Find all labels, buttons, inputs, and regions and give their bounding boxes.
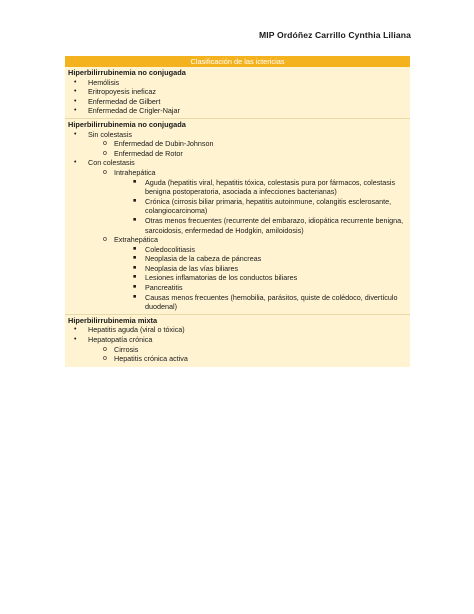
list-item — [68, 87, 407, 97]
circle-marker: o — [103, 149, 107, 157]
sub-list-item — [88, 345, 407, 355]
section-heading: Hiperbilirrubinemia mixta — [68, 315, 158, 325]
circle-marker: o — [103, 168, 107, 176]
table-title: Clasificación de las ictericias — [65, 56, 410, 67]
square-marker: ■ — [133, 284, 137, 291]
bullet-marker: • — [74, 159, 77, 167]
bullet-list — [68, 78, 407, 116]
list-item-text: Lesiones inflamatorias de los conductos biliares — [145, 273, 298, 283]
bullet-marker: • — [74, 336, 77, 344]
bullet-marker: • — [74, 130, 77, 138]
square-marker: ■ — [133, 216, 137, 223]
section-heading: Hiperbilirrubinemia no conjugada — [68, 119, 186, 129]
list-item-text: Extrahepática — [114, 235, 158, 245]
list-item-text: Neoplasia de la cabeza de páncreas — [145, 254, 262, 264]
square-marker: ■ — [133, 293, 137, 300]
list-item-text: Aguda (hepatitis viral, hepatitis tóxica, colestasis pura por fármacos, colestasis benigna postoperatoria, asociada a infecciones bacterianas) — [145, 177, 396, 197]
section-mixta — [65, 314, 410, 367]
sub-sub-list-item — [114, 283, 407, 293]
list-item-text: Enfermedad de Crigler-Najar — [88, 106, 180, 116]
sub-sub-list-item — [114, 245, 407, 255]
sub-sub-list-item — [114, 264, 407, 274]
list-item — [68, 106, 407, 116]
sub-sub-list — [114, 245, 407, 312]
sub-sub-list-item — [114, 293, 407, 312]
list-item-text: Enfermedad de Dubin-Johnson — [114, 139, 214, 149]
square-marker: ■ — [133, 255, 137, 262]
list-item — [68, 97, 407, 107]
square-marker: ■ — [133, 274, 137, 281]
author-name: MIP Ordóñez Carrillo Cynthia Liliana — [259, 30, 411, 40]
list-item — [68, 325, 407, 335]
circle-marker: o — [103, 140, 107, 148]
sub-list — [88, 168, 407, 312]
sub-list-item — [88, 354, 407, 364]
square-marker: ■ — [133, 197, 137, 204]
sub-list-item — [88, 149, 407, 159]
list-item-text: Con colestasis — [88, 158, 135, 168]
list-item-text: Eritropoyesis ineficaz — [88, 87, 156, 97]
list-item-text: Causas menos frecuentes (hemobilia, parásitos, quiste de colédoco, divertículo duodenal) — [145, 292, 398, 312]
bullet-marker: • — [74, 107, 77, 115]
bullet-marker: • — [74, 97, 77, 105]
bullet-marker: • — [74, 88, 77, 96]
list-item-text: Neoplasia de las vías biliares — [145, 263, 239, 273]
square-marker: ■ — [133, 264, 137, 271]
list-item-text: Hepatitis crónica activa — [114, 354, 188, 364]
section-no-conjugada-2 — [65, 118, 410, 314]
section-no-conjugada-1 — [65, 67, 410, 118]
list-item-text: Otras menos frecuentes (recurrente del embarazo, idiopática recurrente benigna, sarcoidosis, enfermedad de Hodgkin, amiloidosis) — [145, 215, 404, 235]
bullet-marker: • — [74, 78, 77, 86]
list-item-text: Hepatitis aguda (viral o tóxica) — [88, 325, 185, 335]
list-item — [68, 130, 407, 159]
circle-marker: o — [103, 345, 107, 353]
sub-sub-list-item — [114, 197, 407, 216]
bullet-marker: • — [74, 326, 77, 334]
section-heading: Hiperbilirrubinemia no conjugada — [68, 68, 186, 77]
list-item-text: Crónica (cirrosis biliar primaria, hepatitis autoinmune, colangitis esclerosante, colangiocarcinoma) — [145, 196, 392, 216]
list-item-text: Hemólisis — [88, 77, 120, 87]
sub-list-item — [88, 235, 407, 312]
list-item-text: Cirrosis — [114, 344, 139, 354]
list-item-text: Hepatopatía crónica — [88, 335, 153, 345]
list-item — [68, 335, 407, 364]
sub-list — [88, 345, 407, 364]
sub-sub-list-item — [114, 216, 407, 235]
sub-list — [88, 139, 407, 158]
square-marker: ■ — [133, 245, 137, 252]
circle-marker: o — [103, 236, 107, 244]
circle-marker: o — [103, 355, 107, 363]
list-item-text: Enfermedad de Gilbert — [88, 96, 161, 106]
list-item — [68, 78, 407, 88]
sub-sub-list-item — [114, 273, 407, 283]
sub-sub-list — [114, 178, 407, 236]
sub-sub-list-item — [114, 178, 407, 197]
ictericia-table — [65, 56, 410, 367]
sub-list-item — [88, 168, 407, 235]
sub-list-item — [88, 139, 407, 149]
list-item — [68, 158, 407, 312]
square-marker: ■ — [133, 178, 137, 185]
list-item-text: Intrahepática — [114, 167, 156, 177]
sub-sub-list-item — [114, 254, 407, 264]
list-item-text: Pancreatitis — [145, 283, 183, 293]
bullet-list — [68, 325, 407, 363]
list-item-text: Coledocolitiasis — [145, 244, 195, 254]
list-item-text: Enfermedad de Rotor — [114, 148, 183, 158]
bullet-list — [68, 130, 407, 312]
list-item-text: Sin colestasis — [88, 129, 132, 139]
